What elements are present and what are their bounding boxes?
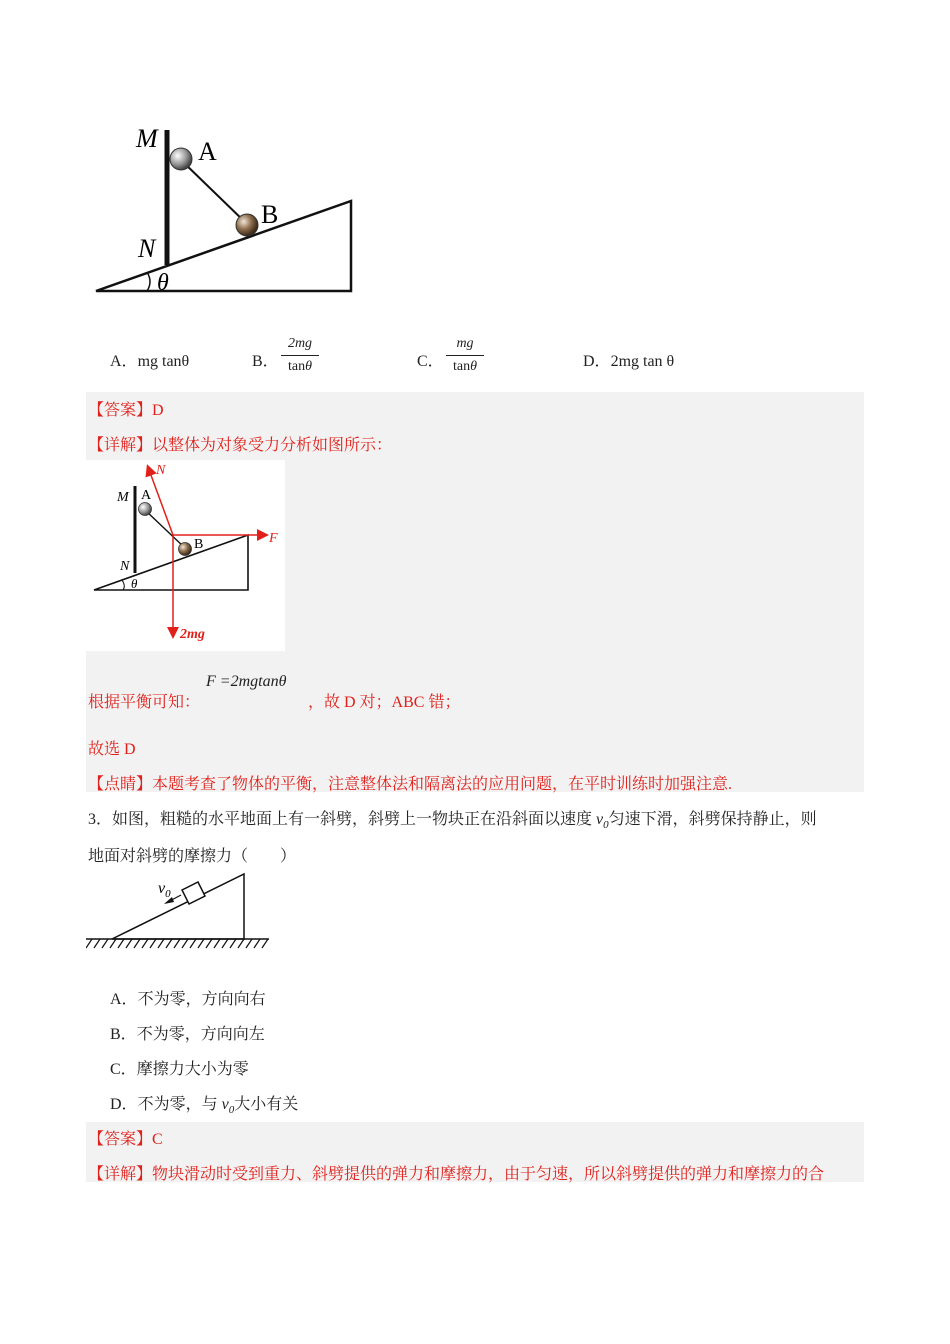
rod-ab bbox=[145, 510, 185, 548]
option-text: 不为零，方向向左 bbox=[136, 1026, 265, 1043]
hatch-mark bbox=[86, 939, 92, 948]
figure-wall-incline-balls bbox=[90, 120, 360, 300]
fraction-denominator: tanθ bbox=[453, 359, 477, 374]
label-n-force: N bbox=[156, 463, 166, 478]
q2-option-b-fraction bbox=[281, 335, 319, 376]
q2-formula bbox=[206, 673, 286, 691]
q3-option-d bbox=[110, 1091, 298, 1116]
hatch-mark bbox=[238, 939, 244, 948]
option-text-a: 不为零，与 bbox=[137, 1096, 222, 1113]
q3-stem-a: 如图，粗糙的水平地面上有一斜劈，斜劈上一物块正在沿斜面以速度 bbox=[112, 811, 597, 828]
q3-option-b bbox=[110, 1021, 265, 1044]
option-letter: A． bbox=[110, 353, 138, 370]
label-n: N bbox=[120, 559, 130, 574]
hatch-mark bbox=[158, 939, 164, 948]
answer-value: D bbox=[152, 402, 164, 419]
ground-hatch bbox=[86, 939, 268, 948]
incline bbox=[94, 535, 248, 590]
q3-number: 3． bbox=[88, 811, 113, 828]
option-text-b: 大小有关 bbox=[234, 1096, 299, 1113]
ball-b bbox=[236, 214, 258, 236]
label-n: N bbox=[138, 234, 156, 263]
fraction-denominator: tanθ bbox=[288, 359, 312, 374]
wedge bbox=[112, 874, 244, 939]
fraction-numerator: 2mg bbox=[287, 336, 313, 351]
option-text: 不为零，方向向右 bbox=[137, 991, 266, 1008]
fraction-bar bbox=[446, 355, 484, 356]
option-v: v bbox=[221, 1096, 229, 1113]
hatch-mark bbox=[198, 939, 204, 948]
hatch-mark bbox=[142, 939, 148, 948]
label-v0: $v_0$ bbox=[158, 880, 171, 900]
option-text: 2mg tan θ bbox=[610, 353, 675, 370]
option-v-sub: 0 bbox=[228, 1104, 235, 1117]
q2-detail bbox=[88, 432, 392, 455]
label-theta: θ bbox=[157, 270, 169, 296]
option-text: 摩擦力大小为零 bbox=[136, 1061, 249, 1078]
incline bbox=[96, 201, 351, 291]
hatch-mark bbox=[174, 939, 180, 948]
angle-arc bbox=[147, 272, 150, 291]
hatch-mark bbox=[134, 939, 140, 948]
hatch-mark bbox=[246, 939, 252, 948]
q2-answer bbox=[88, 397, 164, 420]
rod-ab bbox=[181, 160, 247, 224]
formula-lhs: F bbox=[206, 673, 216, 690]
detail-text: 物块滑动时受到重力、斜劈提供的弹力和摩擦力，由于匀速，所以斜劈提供的弹力和摩擦力的合 bbox=[152, 1166, 825, 1183]
fraction-numerator: mg bbox=[456, 336, 474, 351]
answer-value: C bbox=[152, 1131, 163, 1148]
hatch-mark bbox=[150, 939, 156, 948]
q2-option-c-letter: C． bbox=[417, 353, 444, 370]
hatch-mark bbox=[222, 939, 228, 948]
q2-option-d bbox=[583, 348, 674, 371]
q3-stem-line1 bbox=[88, 806, 817, 831]
answer-tag: 【答案】 bbox=[88, 1131, 153, 1148]
option-letter: D． bbox=[110, 1096, 138, 1113]
comment-tag: 【点睛】 bbox=[88, 776, 153, 793]
hatch-mark bbox=[94, 939, 100, 948]
q2-option-a bbox=[110, 348, 189, 371]
hatch-mark bbox=[118, 939, 124, 948]
hatch-mark bbox=[166, 939, 172, 948]
block bbox=[182, 882, 205, 904]
q2-choose: 故选 D bbox=[88, 741, 136, 758]
option-letter: D． bbox=[583, 353, 611, 370]
label-m: M bbox=[136, 124, 158, 153]
label-m: M bbox=[117, 490, 129, 505]
fraction-bar bbox=[281, 355, 319, 356]
ball-a bbox=[170, 148, 192, 170]
hatch-mark bbox=[214, 939, 220, 948]
q3-stem-b: 匀速下滑，斜劈保持静止，则 bbox=[608, 811, 817, 828]
hatch-mark bbox=[110, 939, 116, 948]
ball-a bbox=[139, 503, 152, 516]
q3-option-a bbox=[110, 986, 266, 1009]
label-2mg: 2mg bbox=[180, 627, 205, 642]
label-f: F bbox=[269, 531, 278, 546]
option-letter: B． bbox=[110, 1026, 137, 1043]
q3-detail bbox=[88, 1161, 824, 1184]
q3-v-sub: 0 bbox=[603, 819, 609, 832]
ball-b bbox=[179, 543, 192, 556]
hatch-mark bbox=[262, 939, 268, 948]
q2-option-c-fraction bbox=[446, 335, 484, 376]
option-letter: A． bbox=[110, 991, 138, 1008]
comment-text: 本题考查了物体的平衡，注意整体法和隔离法的应用问题，在平时训练时加强注意. bbox=[152, 776, 733, 793]
hatch-mark bbox=[230, 939, 236, 948]
hatch-mark bbox=[190, 939, 196, 948]
hatch-mark bbox=[254, 939, 260, 948]
label-a: A bbox=[198, 137, 217, 166]
q3-stem-line2: 地面对斜劈的摩擦力（ ） bbox=[88, 848, 297, 865]
option-text: mg tanθ bbox=[137, 353, 190, 370]
q3-v: v bbox=[596, 811, 604, 828]
label-a: A bbox=[141, 488, 152, 503]
q2-equation-prefix: 根据平衡可知： bbox=[88, 694, 201, 711]
detail-tag: 【详解】 bbox=[88, 1166, 153, 1183]
detail-tag: 【详解】 bbox=[88, 437, 153, 454]
answer-tag: 【答案】 bbox=[88, 402, 153, 419]
hatch-mark bbox=[126, 939, 132, 948]
figure-block-on-wedge bbox=[86, 868, 276, 952]
angle-arc bbox=[122, 580, 124, 590]
label-theta: θ bbox=[131, 576, 138, 591]
label-b: B bbox=[194, 537, 204, 552]
q3-option-c bbox=[110, 1056, 249, 1079]
figure-force-diagram bbox=[86, 460, 285, 651]
formula-rhs: =2mgtanθ bbox=[219, 673, 287, 690]
detail-text: 以整体为对象受力分析如图所示： bbox=[152, 437, 393, 454]
hatch-mark bbox=[182, 939, 188, 948]
label-b: B bbox=[261, 200, 279, 229]
q2-comment bbox=[88, 771, 732, 794]
hatch-mark bbox=[102, 939, 108, 948]
hatch-mark bbox=[206, 939, 212, 948]
option-letter: C． bbox=[110, 1061, 137, 1078]
q3-answer bbox=[88, 1126, 163, 1149]
q2-option-b-letter: B． bbox=[252, 353, 279, 370]
q2-equation-suffix: ，故 D 对；ABC 错； bbox=[308, 694, 461, 711]
